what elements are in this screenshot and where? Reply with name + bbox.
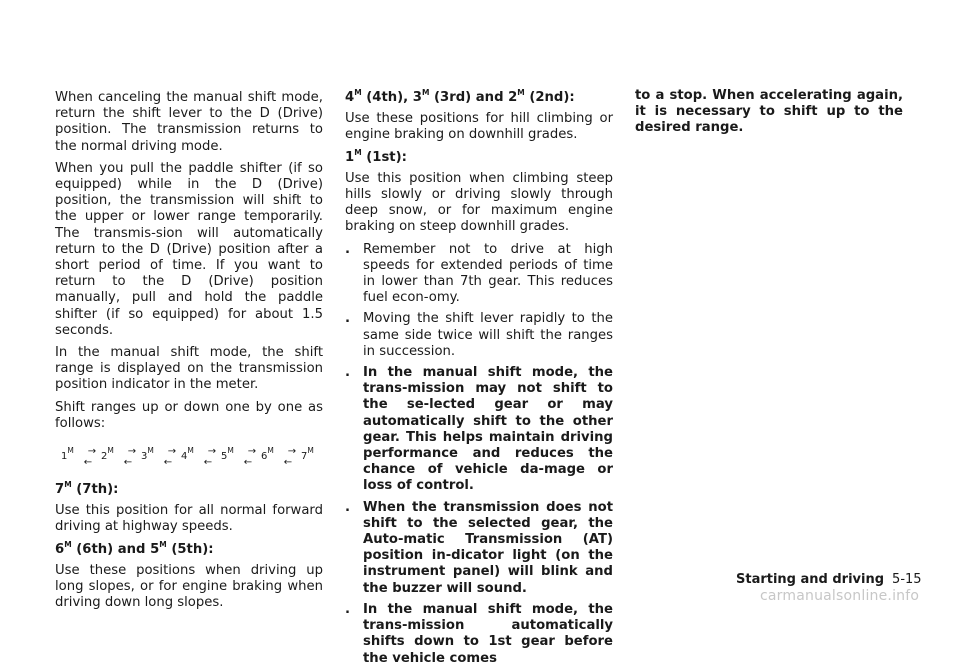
gear-2: $2^M$	[101, 445, 114, 462]
up-arrow-icon: →	[247, 446, 257, 458]
list-item: . In the manual shift mode, the trans-mission automatically shifts down to 1st gear before the vehicle comes	[345, 601, 613, 666]
list-item: . In the manual shift mode, the trans-mission may not shift to the se-lected gear or may automatically shift to the other gear. This helps maintain driving performance and reduces the chance of vehicle da-mage or loss of control.	[345, 365, 613, 494]
page-footer	[736, 572, 922, 588]
column-right	[635, 88, 903, 143]
gear-4: $4^M$	[181, 445, 194, 462]
up-arrow-icon: →	[87, 446, 97, 458]
watermark: carmanualsonline.info	[760, 588, 920, 604]
down-arrow-icon: ←	[83, 457, 93, 469]
paragraph-cancel-manual: When canceling the manual shift mode, return the shift lever to the D (Drive) position. The transmission returns to the normal driving mode.	[55, 90, 323, 154]
up-arrow-icon: →	[127, 446, 137, 458]
down-arrow-icon: ←	[203, 457, 213, 469]
heading-6th-5th: $6^M$ (6th) and $5^M$ (5th):	[55, 539, 214, 557]
heading-7th: $7^M$ (7th):	[55, 480, 119, 498]
bullet-icon: .	[345, 241, 351, 257]
shift-arrows	[239, 446, 261, 468]
down-arrow-icon: ←	[163, 457, 173, 469]
paragraph-shift-ranges-intro: Shift ranges up or down one by one as follows:	[55, 399, 323, 431]
shift-arrows	[199, 446, 221, 468]
paragraph-6th-5th: Use these positions when driving up long slopes, or for engine braking when driving down long slopes.	[55, 562, 323, 611]
list-item: . When the transmission does not shift to the selected gear, the Auto-matic Transmission (AT) position in-dicator light (on the instrument panel) will blink and the buzzer will sound.	[345, 499, 613, 596]
heading-4th-3rd-2nd: $4^M$ (4th), $3^M$ (3rd) and $2^M$ (2nd):	[345, 88, 575, 105]
shift-arrows	[79, 446, 101, 468]
gear-sequence-diagram	[61, 444, 323, 470]
up-arrow-icon: →	[167, 446, 177, 458]
list-item: . Remember not to drive at high speeds for extended periods of time in lower than 7th gear. This reduces fuel econ-omy.	[345, 241, 613, 306]
list-item: . Moving the shift lever rapidly to the same side twice will shift the ranges in succession.	[345, 311, 613, 359]
column-middle	[345, 90, 613, 672]
paragraph-shift-range-display: In the manual shift mode, the shift range is displayed on the transmission position indicator in the meter.	[55, 345, 323, 393]
down-arrow-icon: ←	[243, 457, 253, 469]
bullet-icon: .	[345, 365, 351, 381]
shift-arrows	[279, 446, 301, 468]
paragraph-7th: Use this position for all normal forward driving at highway speeds.	[55, 503, 323, 535]
down-arrow-icon: ←	[123, 457, 133, 469]
shift-arrows	[159, 446, 181, 468]
paragraph-paddle-shifter: When you pull the paddle shifter (if so equipped) while in the D (Drive) position, the transmission will shift to the upper or lower range temporarily. The transmis-sion will automatically return to the D (Drive) position after a short period of time. If you want to return to the D (Drive) position manually, pull and hold the paddle shifter (if so equipped) for about 1.5 seconds.	[55, 160, 323, 338]
up-arrow-icon: →	[207, 446, 217, 458]
notes-list	[345, 242, 613, 667]
bullet-icon: .	[345, 601, 351, 617]
column-left	[55, 90, 323, 617]
paragraph-continued: to a stop. When accelerating again, it is necessary to shift up to the desired range.	[635, 88, 903, 136]
down-arrow-icon: ←	[283, 457, 293, 469]
paragraph-4th-3rd-2nd: Use these positions for hill climbing or engine braking on downhill grades.	[345, 111, 613, 143]
gear-3: $3^M$	[141, 445, 154, 462]
gear-1: $1^M$	[61, 445, 74, 462]
bullet-icon: .	[345, 499, 351, 515]
page-number: 5-15	[892, 572, 922, 587]
gear-6: $6^M$	[261, 445, 274, 462]
bullet-icon: .	[345, 311, 351, 327]
section-title: Starting and driving	[736, 572, 885, 587]
up-arrow-icon: →	[287, 446, 297, 458]
heading-1st: $1^M$ (1st):	[345, 147, 407, 165]
paragraph-1st: Use this position when climbing steep hills slowly or driving slowly through deep snow, or for maximum engine braking on steep downhill grades.	[345, 170, 613, 235]
gear-7: $7^M$	[301, 445, 314, 462]
gear-5: $5^M$	[221, 445, 234, 462]
shift-arrows	[119, 446, 141, 468]
